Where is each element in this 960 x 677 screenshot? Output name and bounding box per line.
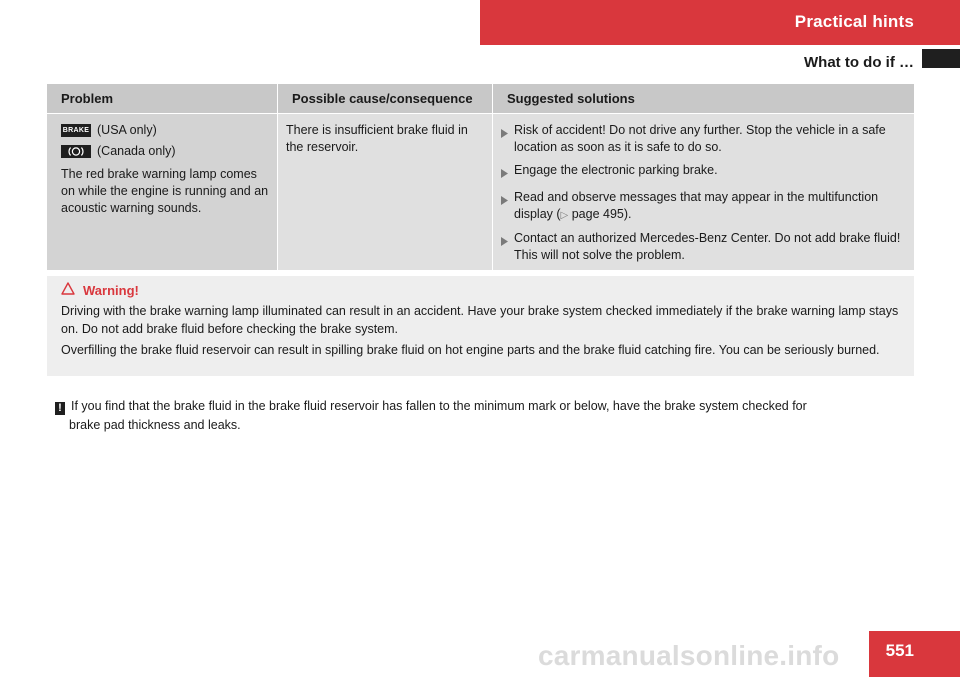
section-tab-marker [922,49,960,68]
page-ref-arrow-icon: ▷ [560,210,569,221]
note-text: brake pad thickness and leaks. [69,418,241,432]
solution-text [514,189,906,224]
warning-heading [61,282,139,300]
list-item [501,122,906,156]
list-item [501,230,906,264]
lamp-canada-label: (Canada only) [97,144,176,158]
warning-box [47,276,914,376]
problem-description: The red brake warning lamp comes on while the engine is running and an acoustic warning sounds. [61,167,269,215]
exclamation-mark-icon: ! [55,402,65,415]
brake-warning-lamp-icon: BRAKE [61,124,91,137]
lamp-canada-line [61,143,269,160]
warning-paragraph: Overfilling the brake fluid reservoir can result in spilling brake fluid on hot engine parts and the brake fluid catching fire. You can be seriously burned. [61,343,880,357]
watermark: carmanualsonline.info [538,640,840,671]
solution-text: Engage the electronic parking brake. [514,163,718,177]
table-row [47,113,914,270]
lamp-usa-line [61,122,269,139]
column-header-solutions: Suggested solutions [493,84,914,113]
triangle-arrow-icon [501,122,509,156]
solutions-cell [493,113,914,270]
solution-text: Contact an authorized Mercedes-Benz Center. Do not add brake fluid! This will not solve the problem. [514,231,901,262]
header-band [480,0,960,45]
section-title: Practical hints [794,12,914,31]
column-header-problem: Problem [47,84,278,113]
page-number: 551 [885,641,914,660]
cause-text: There is insufficient brake fluid in the reservoir. [286,123,468,154]
page-number-badge [869,631,960,677]
cause-cell [278,113,493,270]
table-header-row [47,84,914,113]
warning-triangle-icon [61,282,75,300]
list-item [501,189,906,224]
column-header-cause: Possible cause/consequence [278,84,493,113]
list-item [501,162,906,183]
page-subtitle: What to do if … [804,54,914,71]
solution-ref-text: Read and observe messages that may appear in the multifunction display ( [514,190,879,221]
warning-title: Warning! [83,283,139,298]
brake-circle-lamp-icon [61,145,91,158]
triangle-arrow-icon [501,189,509,224]
note-block [55,397,915,435]
note-text: If you find that the brake fluid in the brake fluid reservoir has fallen to the minimum mark or below, have the brake system checked for [71,399,807,413]
triangle-arrow-icon [501,230,509,264]
problem-cell [47,113,278,270]
lamp-usa-label: (USA only) [97,123,157,137]
troubleshooting-table [47,84,914,270]
triangle-arrow-icon [501,162,509,183]
solution-text: Risk of accident! Do not drive any further. Stop the vehicle in a safe location as soon as it is safe to do so. [514,123,886,154]
page-ref-link[interactable]: page 495). [568,207,632,221]
warning-paragraph: Driving with the brake warning lamp illuminated can result in an accident. Have your brake system checked immediately if the brake warning lamp stays on. Do not add brake fluid before checking the brake system. [61,304,899,336]
